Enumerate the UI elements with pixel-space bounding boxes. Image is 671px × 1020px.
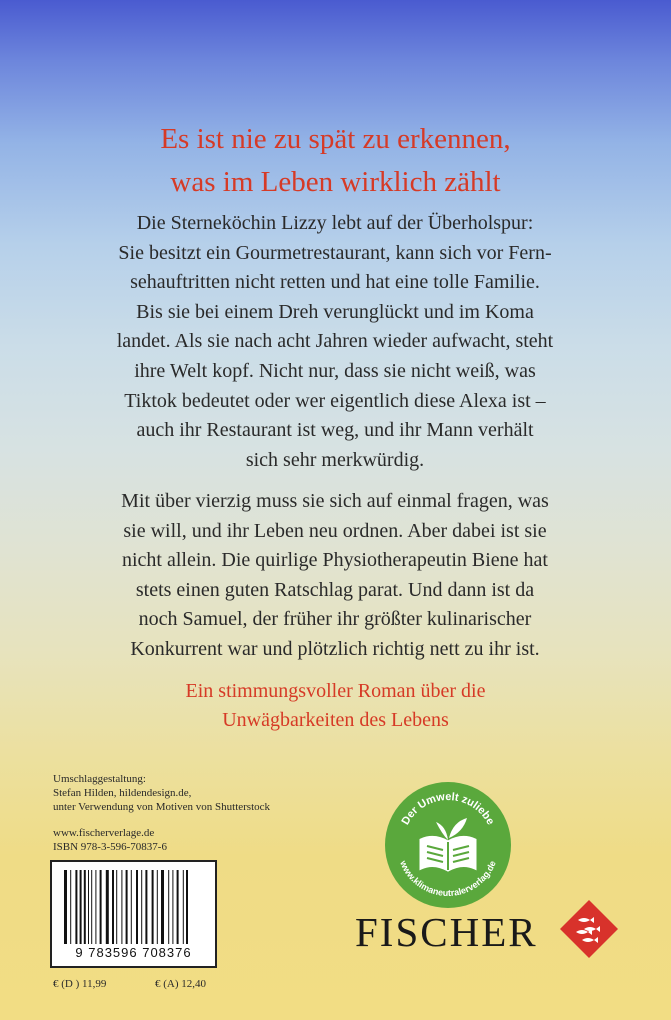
blurb-paragraph-2 (90, 487, 580, 665)
credits-line-1: Umschlaggestaltung: (53, 773, 146, 785)
isbn: ISBN 978-3-596-70837-6 (53, 841, 167, 853)
tagline-line-2: was im Leben wirklich zählt (170, 166, 501, 198)
book-leaf-icon (421, 837, 475, 870)
tagline-line-1: Es ist nie zu spät zu erkennen, (160, 123, 511, 155)
barcode-bar (168, 870, 169, 944)
price-austria: € (A) 12,40 (155, 978, 207, 990)
barcode-digits: 9 783596 708376 (75, 945, 192, 960)
badge-top-text: Der Umwelt zuliebe (399, 790, 497, 828)
blurb-line: Konkurrent war und plötzlich richtig nett zu ihr ist. (130, 637, 540, 660)
credits-line-2: Stefan Hilden, hildendesign.de, (53, 787, 192, 799)
barcode-bar (126, 870, 128, 944)
barcode-bar (161, 870, 164, 944)
barcode-bar (172, 870, 173, 944)
barcode-bar (177, 870, 179, 944)
blurb-line: Mit über vierzig muss sie sich auf einmal fragen, was (121, 490, 549, 512)
fischer-fish-logo-icon (558, 898, 620, 960)
barcode-bar (131, 870, 132, 944)
credits-line-3: unter Verwendung von Motiven von Shutterstock (53, 801, 271, 813)
barcode-bar (152, 870, 154, 944)
barcode-bar (186, 870, 188, 944)
website: www.fischerverlage.de (53, 827, 155, 839)
barcode-bar (136, 870, 138, 944)
barcode (50, 860, 217, 968)
blurb-line: Tiktok bedeutet oder wer eigentlich diese Alexa ist – (124, 389, 546, 412)
barcode-bar (84, 870, 86, 944)
barcode-bar (91, 870, 92, 944)
blurb-line: landet. Als sie nach acht Jahren wieder aufwacht, steht (116, 330, 554, 353)
barcode-bars (64, 870, 204, 946)
blurb-line: sehauftritten nicht retten und hat eine tolle Familie. (130, 271, 540, 294)
barcode-bar (145, 870, 147, 944)
publisher-info (53, 826, 167, 854)
blurb-line: stets einen guten Ratschlag parat. Und dann ist da (135, 578, 535, 601)
barcode-bar (80, 870, 82, 944)
blurb-line: sich sehr merkwürdig. (245, 448, 425, 471)
closing-line-1: Ein stimmungsvoller Roman über die (185, 680, 486, 702)
barcode-bar (157, 870, 158, 944)
barcode-bar (70, 870, 71, 944)
barcode-bar (112, 870, 114, 944)
barcode-bar (116, 870, 117, 944)
barcode-bar (141, 870, 142, 944)
blurb-line: ihre Welt kopf. Nicht nur, dass sie nicht weiß, was (134, 359, 536, 382)
blurb-line: sie will, und ihr Leben neu ordnen. Aber dabei ist sie (123, 519, 547, 542)
blurb-line: Die Sterneköchin Lizzy lebt auf der Überholspur: (136, 212, 534, 234)
tagline (0, 118, 671, 204)
barcode-bar (121, 870, 122, 944)
blurb-line: Sie besitzt ein Gourmetrestaurant, kann sich vor Fern- (118, 241, 552, 264)
barcode-bar (100, 870, 102, 944)
barcode-bar (183, 870, 184, 944)
blurb-line: nicht allein. Die quirlige Physiotherapeutin Biene hat (121, 549, 548, 572)
blurb-paragraph-1 (90, 209, 580, 475)
climate-neutral-badge (383, 780, 513, 910)
closing-statement (0, 677, 671, 735)
cover-credits (53, 772, 270, 814)
blurb-line: auch ihr Restaurant ist weg, und ihr Mann verhält (136, 419, 534, 442)
closing-line-2: Unwägbarkeiten des Lebens (222, 709, 449, 731)
barcode-bar (95, 870, 96, 944)
barcode-bar (88, 870, 89, 944)
blurb-line: Bis sie bei einem Dreh verunglückt und im Koma (136, 300, 534, 323)
barcode-bar (75, 870, 77, 944)
publisher-name: FISCHER (355, 909, 538, 955)
barcode-bar (64, 870, 67, 944)
price-germany: € (D ) 11,99 (53, 978, 107, 990)
blurb-line: noch Samuel, der früher ihr größter kulinarischer (138, 608, 532, 631)
barcode-bar (106, 870, 109, 944)
badge-bottom-text: www.klimaneutralerverlag.de (398, 859, 498, 899)
